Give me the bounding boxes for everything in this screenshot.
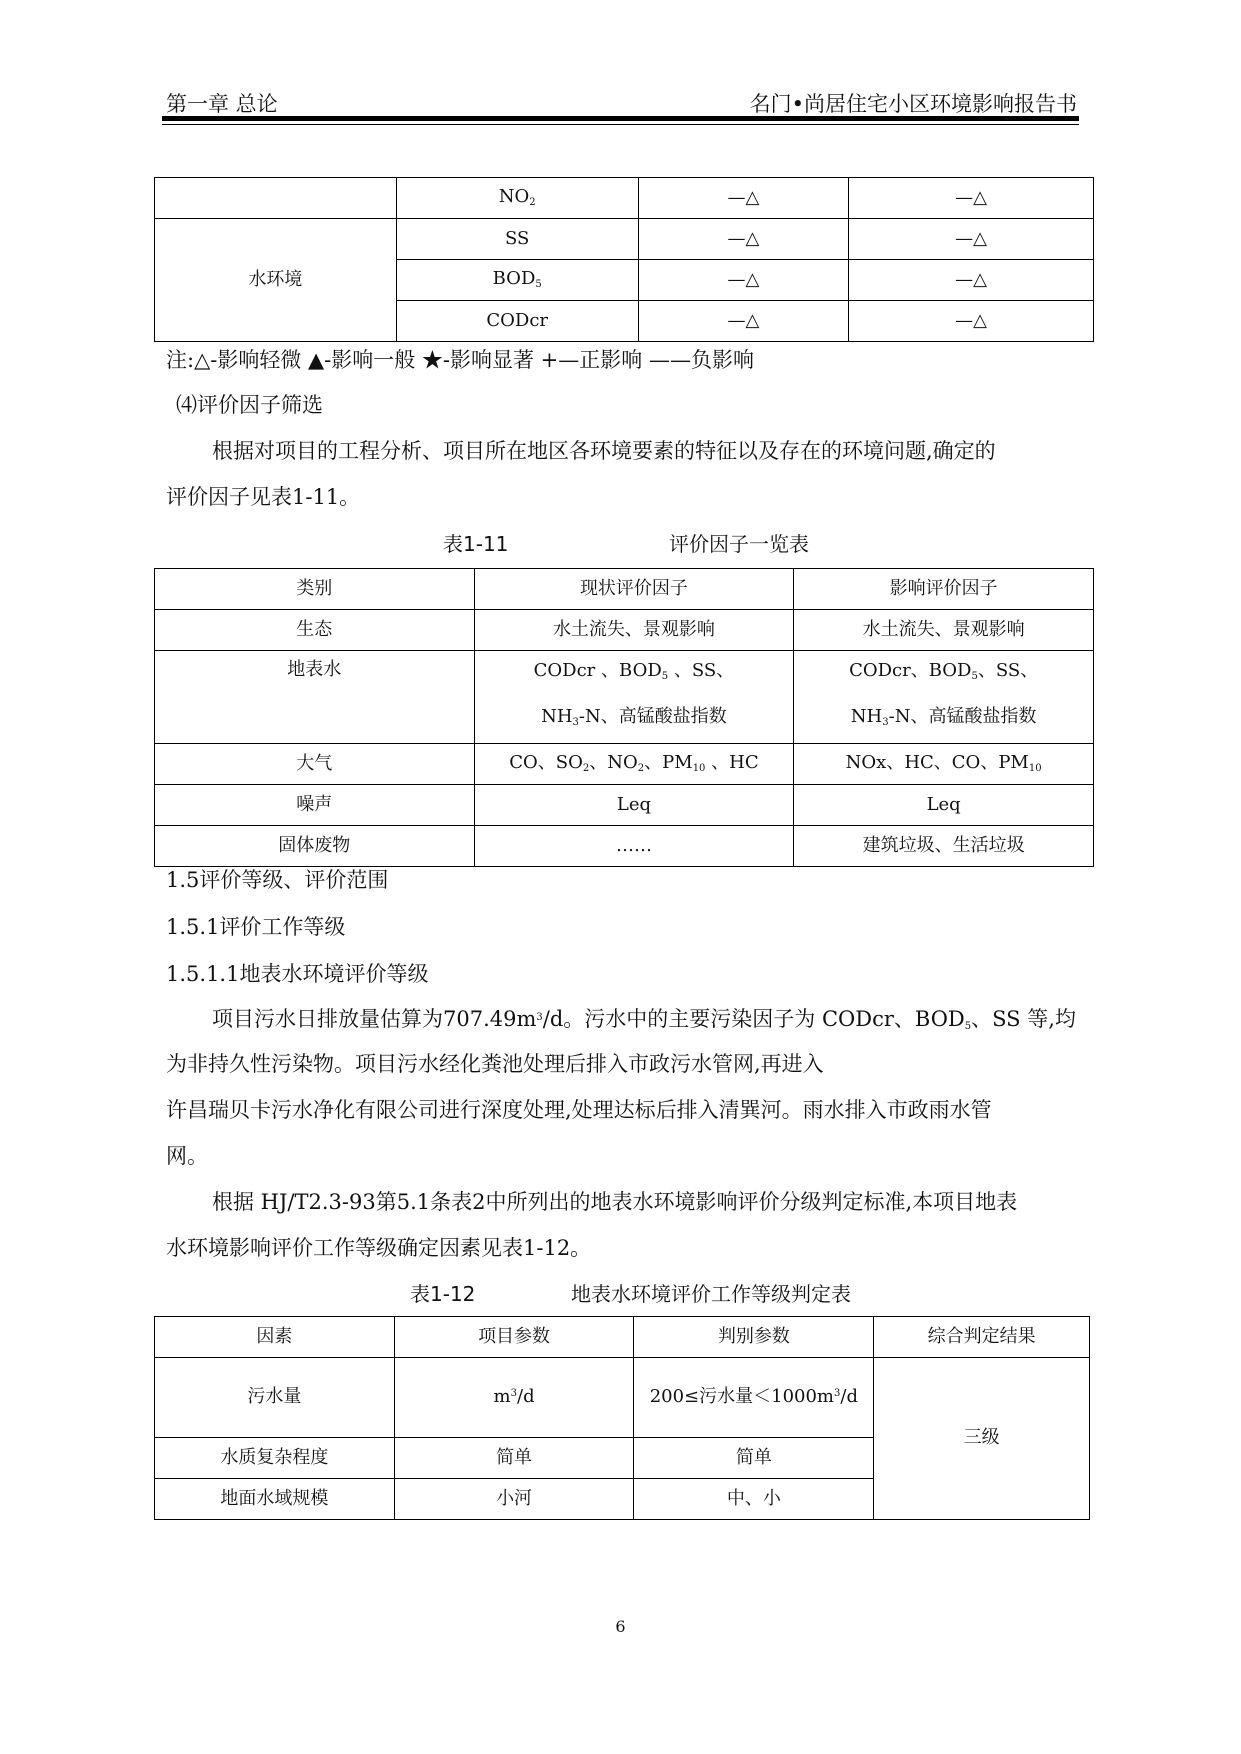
judge-param-cell: 200≤污水量$<1000m^3/d$ bbox=[634, 1358, 874, 1438]
paragraph-line: 水环境影响评价工作等级确定因素见表1-12。 bbox=[166, 1236, 592, 1260]
column-header: 项目参数 bbox=[394, 1317, 634, 1358]
impact-cell: —△ bbox=[849, 178, 1094, 219]
impact-factor-cell: NOx、HC、CO、$PM_{10}$ bbox=[794, 744, 1094, 785]
paragraph-line: 项目污水日排放量估算为$707.49m^3/d$。污水中的主要污染因子为 CODcr、$BOD_5$、SS 等,均 bbox=[212, 1007, 1076, 1032]
table-note: 注:△-影响轻微 ▲-影响一般 ★-影响显著 +—正影响 ——负影响 bbox=[166, 348, 754, 372]
factor-cell: CODcr bbox=[396, 301, 638, 342]
impact-cell: —△ bbox=[638, 301, 849, 342]
project-param-cell: 简单 bbox=[394, 1438, 634, 1479]
table-header-row bbox=[155, 1317, 1090, 1358]
section-heading-1-5-1: 1.5.1评价工作等级 bbox=[166, 915, 346, 939]
category-cell bbox=[155, 178, 397, 219]
header-rule-thick bbox=[162, 116, 1079, 121]
factor-cell: 水质复杂程度 bbox=[155, 1438, 395, 1479]
judge-param-cell: 中、小 bbox=[634, 1479, 874, 1520]
header-chapter: 第一章 总论 bbox=[166, 92, 278, 116]
project-param-cell: $m^3/d$ bbox=[394, 1358, 634, 1438]
section-heading-1-5-1-1: 1.5.1.1地表水环境评价等级 bbox=[166, 962, 429, 986]
impact-factor-cell: 水土流失、景观影响 bbox=[794, 610, 1094, 651]
column-header: 类别 bbox=[155, 569, 475, 610]
category-cell: 生态 bbox=[155, 610, 475, 651]
impact-cell: —△ bbox=[849, 219, 1094, 260]
column-header: 现状评价因子 bbox=[474, 569, 794, 610]
paragraph-line: 许昌瑞贝卡污水净化有限公司进行深度处理,处理达标后排入清巽河。雨水排入市政雨水管 bbox=[166, 1098, 992, 1122]
evaluation-factor-table bbox=[154, 568, 1094, 867]
factor-cell: $NO_2$ bbox=[396, 178, 638, 219]
impact-cell: —△ bbox=[638, 178, 849, 219]
paragraph-line: 根据 HJ/T2.3-93第5.1条表2中所列出的地表水环境影响评价分级判定标准,本项目地表 bbox=[212, 1190, 1018, 1214]
table-row bbox=[155, 826, 1094, 867]
table-caption-number: 表1-11 bbox=[443, 532, 509, 556]
factor-cell: 地面水域规模 bbox=[155, 1479, 395, 1520]
paragraph-line: 评价因子见表1-11。 bbox=[166, 485, 361, 509]
table-caption-number: 表1-12 bbox=[410, 1282, 476, 1306]
current-factor-cell: CODcr 、$BOD_5$ 、SS、 $NH_3-N$、高锰酸盐指数 bbox=[474, 651, 794, 744]
impact-cell: —△ bbox=[638, 219, 849, 260]
column-header: 判别参数 bbox=[634, 1317, 874, 1358]
judge-param-cell: 简单 bbox=[634, 1438, 874, 1479]
paragraph-line: 根据对项目的工程分析、项目所在地区各环境要素的特征以及存在的环境问题,确定的 bbox=[212, 439, 996, 463]
header-report-title: 名门•尚居住宅小区环境影响报告书 bbox=[749, 92, 1077, 116]
factor-cell: $BOD_5$ bbox=[396, 260, 638, 301]
category-cell: 噪声 bbox=[155, 785, 475, 826]
header-rule-thin bbox=[162, 124, 1079, 125]
impact-cell: —△ bbox=[849, 260, 1094, 301]
section-heading-factor-screening: ⑷评价因子筛选 bbox=[176, 393, 323, 417]
category-cell: 固体废物 bbox=[155, 826, 475, 867]
result-cell: 三级 bbox=[874, 1358, 1090, 1520]
impact-factor-cell: CODcr、$BOD_5$、SS、 $NH_3-N$、高锰酸盐指数 bbox=[794, 651, 1094, 744]
factor-cell: SS bbox=[396, 219, 638, 260]
category-cell: 地表水 bbox=[155, 651, 475, 744]
table-row bbox=[155, 744, 1094, 785]
impact-cell: —△ bbox=[849, 301, 1094, 342]
impact-factor-cell: 建筑垃圾、生活垃圾 bbox=[794, 826, 1094, 867]
table-caption-title: 地表水环境评价工作等级判定表 bbox=[571, 1282, 851, 1306]
table-row bbox=[155, 1358, 1090, 1438]
table-caption-title: 评价因子一览表 bbox=[669, 532, 809, 556]
column-header: 因素 bbox=[155, 1317, 395, 1358]
current-factor-cell: 水土流失、景观影响 bbox=[474, 610, 794, 651]
table-row bbox=[155, 178, 1094, 219]
table-row bbox=[155, 219, 1094, 260]
paragraph-line: 为非持久性污染物。项目污水经化粪池处理后排入市政污水管网,再进入 bbox=[166, 1052, 824, 1076]
water-grade-table bbox=[154, 1316, 1090, 1520]
section-heading-1-5: 1.5评价等级、评价范围 bbox=[166, 868, 389, 892]
table-header-row bbox=[155, 569, 1094, 610]
column-header: 影响评价因子 bbox=[794, 569, 1094, 610]
current-factor-cell: …… bbox=[474, 826, 794, 867]
current-factor-cell: Leq bbox=[474, 785, 794, 826]
current-factor-cell: CO、$SO_2$、$NO_2$、$PM_{10}$ 、HC bbox=[474, 744, 794, 785]
table-row bbox=[155, 785, 1094, 826]
table-row bbox=[155, 651, 1094, 744]
impact-table-continued bbox=[154, 177, 1094, 342]
category-cell-water: 水环境 bbox=[155, 219, 397, 342]
column-header: 综合判定结果 bbox=[874, 1317, 1090, 1358]
category-cell: 大气 bbox=[155, 744, 475, 785]
project-param-cell: 小河 bbox=[394, 1479, 634, 1520]
impact-cell: —△ bbox=[638, 260, 849, 301]
impact-factor-cell: Leq bbox=[794, 785, 1094, 826]
paragraph-line: 网。 bbox=[166, 1144, 208, 1168]
table-row bbox=[155, 610, 1094, 651]
page-number: 6 bbox=[615, 1617, 626, 1636]
factor-cell: 污水量 bbox=[155, 1358, 395, 1438]
